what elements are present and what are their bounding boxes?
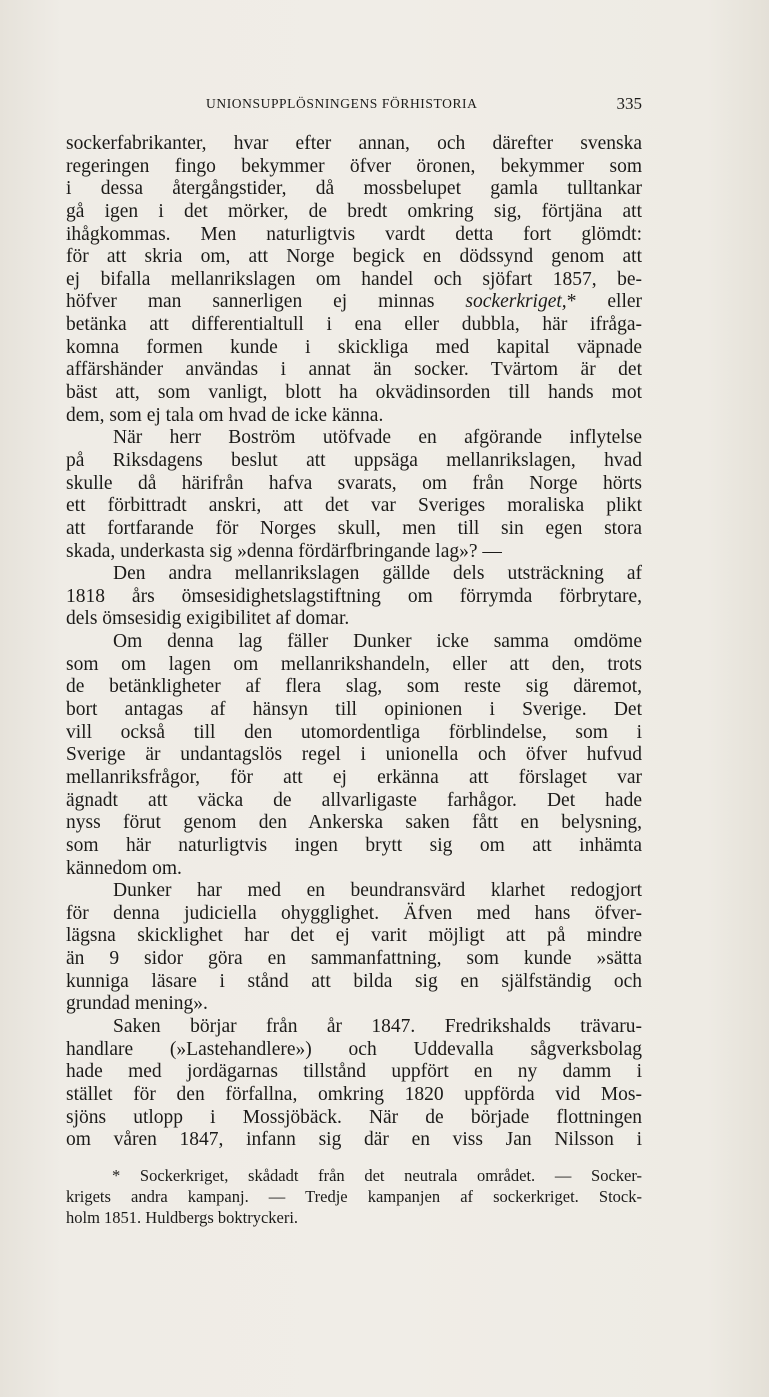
text-line: för denna judiciella ohygglighet. Äfven med hans öfver-: [66, 902, 642, 924]
text-line: kännedom om.: [66, 857, 182, 879]
text-line: hade med jordägarnas tillstånd uppfört en ny damm i: [66, 1061, 642, 1083]
text-line: ihågkommas. Men naturligtvis vardt detta fort glömdt:: [66, 223, 642, 245]
text-line: komna formen kunde i skickliga med kapital väpnade: [66, 336, 642, 358]
text-line: lägsna skicklighet har det ej varit möjligt att på mindre: [66, 925, 642, 947]
text-line: betänka att differentialtull i ena eller dubbla, här ifråga-: [66, 314, 642, 336]
footnote-line: holm 1851. Huldbergs boktryckeri.: [66, 1208, 299, 1227]
text-line: nyss förut genom den Ankerska saken fått en belysning,: [66, 812, 642, 834]
text-line: skada, underkasta sig »denna fördärfbringande lag»? —: [66, 540, 502, 562]
text-line: för att skria om, att Norge begick en dödssynd genom att: [66, 246, 642, 268]
text-segment: höfver man sannerligen ej minnas: [66, 291, 435, 313]
text-line: stället för den förfallna, omkring 1820 uppförda vid Mos-: [66, 1083, 642, 1105]
paragraph-first-line: Om denna lag fäller Dunker icke samma omdöme: [113, 631, 642, 653]
text-line: om våren 1847, infann sig där en viss Jan Nilsson i: [66, 1129, 642, 1151]
text-line: dels ömsesidig exigibilitet af domar.: [66, 608, 350, 630]
text-line: Sverige är undantagslös regel i unionella och öfver hufvud: [66, 744, 642, 766]
text-line: handlare (»Lastehandlere») och Uddevalla sågverksbolag: [66, 1038, 642, 1060]
text-line: på Riksdagens beslut att uppsäga mellanrikslagen, hvad: [66, 449, 642, 471]
text-line: att fortfarande för Norges skull, men till sin egen stora: [66, 517, 642, 539]
text-line: ägnadt att väcka de allvarligaste farhågor. Det hade: [66, 789, 642, 811]
text-line: vill också till den utomordentliga förblindelse, som i: [66, 721, 642, 743]
text-line-with-italic: [66, 291, 642, 314]
paragraph-first-line: Dunker har med en beundransvärd klarhet redogjort: [113, 880, 642, 902]
paragraph-first-line: Den andra mellanrikslagen gällde dels utsträckning af: [113, 563, 642, 585]
footnote: [66, 1165, 642, 1228]
text-line: sjöns utlopp i Mossjöbäck. När de började flottningen: [66, 1106, 642, 1128]
text-line: ett förbittradt anskri, att det var Sveriges moraliska plikt: [66, 495, 642, 517]
text-line: mellanriksfrågor, för att ej erkänna att förslaget var: [66, 766, 642, 788]
text-line: grundad mening».: [66, 993, 208, 1015]
text-line: regeringen fingo bekymmer öfver öronen, bekymmer som: [66, 155, 642, 177]
footnote-line: * Sockerkriget, skådadt från det neutrala området. — Socker-: [112, 1166, 642, 1185]
body-text: [66, 133, 642, 1152]
text-line: de betänkligheter af flera slag, som reste sig däremot,: [66, 676, 642, 698]
footnote-line: krigets andra kampanj. — Tredje kampanjen af sockerkriget. Stock-: [66, 1187, 642, 1206]
text-line: som om lagen om mellanrikshandeln, eller att den, trots: [66, 653, 642, 675]
page-header: [66, 94, 642, 116]
text-line: gå igen i det mörker, de bredt omkring sig, förtjäna att: [66, 200, 642, 222]
text-line: än 9 sidor göra en sammanfattning, som kunde »sätta: [66, 948, 642, 970]
paragraph-first-line: När herr Boström utöfvade en afgörande inflytelse: [113, 427, 642, 449]
text-line: affärshänder användas i annat än socker. Tvärtom är det: [66, 359, 642, 381]
text-line: i dessa återgångstider, då mossbelupet gamla tulltankar: [66, 178, 642, 200]
italic-title: sockerkriget,: [465, 291, 567, 313]
text-line: 1818 års ömsesidighetslagstiftning om förrymda förbrytare,: [66, 585, 642, 607]
text-line: ej bifalla mellanrikslagen om handel och sjöfart 1857, be-: [66, 268, 642, 290]
text-line: kunniga läsare i stånd att bilda sig en själfständig och: [66, 970, 642, 992]
text-line: dem, som ej tala om hvad de icke känna.: [66, 404, 384, 426]
footnote-marker-tail: * eller: [566, 291, 643, 313]
text-line: som här naturligtvis ingen brytt sig om att inhämta: [66, 834, 642, 856]
text-line: skulle då härifrån hafva svarats, om från Norge hörts: [66, 472, 642, 494]
text-line: bäst att, som vanligt, blott ha okvädinsorden till hands mot: [66, 382, 642, 404]
paragraph-first-line: Saken börjar från år 1847. Fredrikshalds trävaru-: [113, 1015, 642, 1037]
text-line: sockerfabrikanter, hvar efter annan, och därefter svenska: [66, 133, 642, 154]
text-line: bort antagas af hänsyn till opinionen i Sverige. Det: [66, 699, 642, 721]
running-title: UNIONSUPPLÖSNINGENS FÖRHISTORIA: [206, 96, 478, 111]
page-number: 335: [616, 94, 642, 113]
